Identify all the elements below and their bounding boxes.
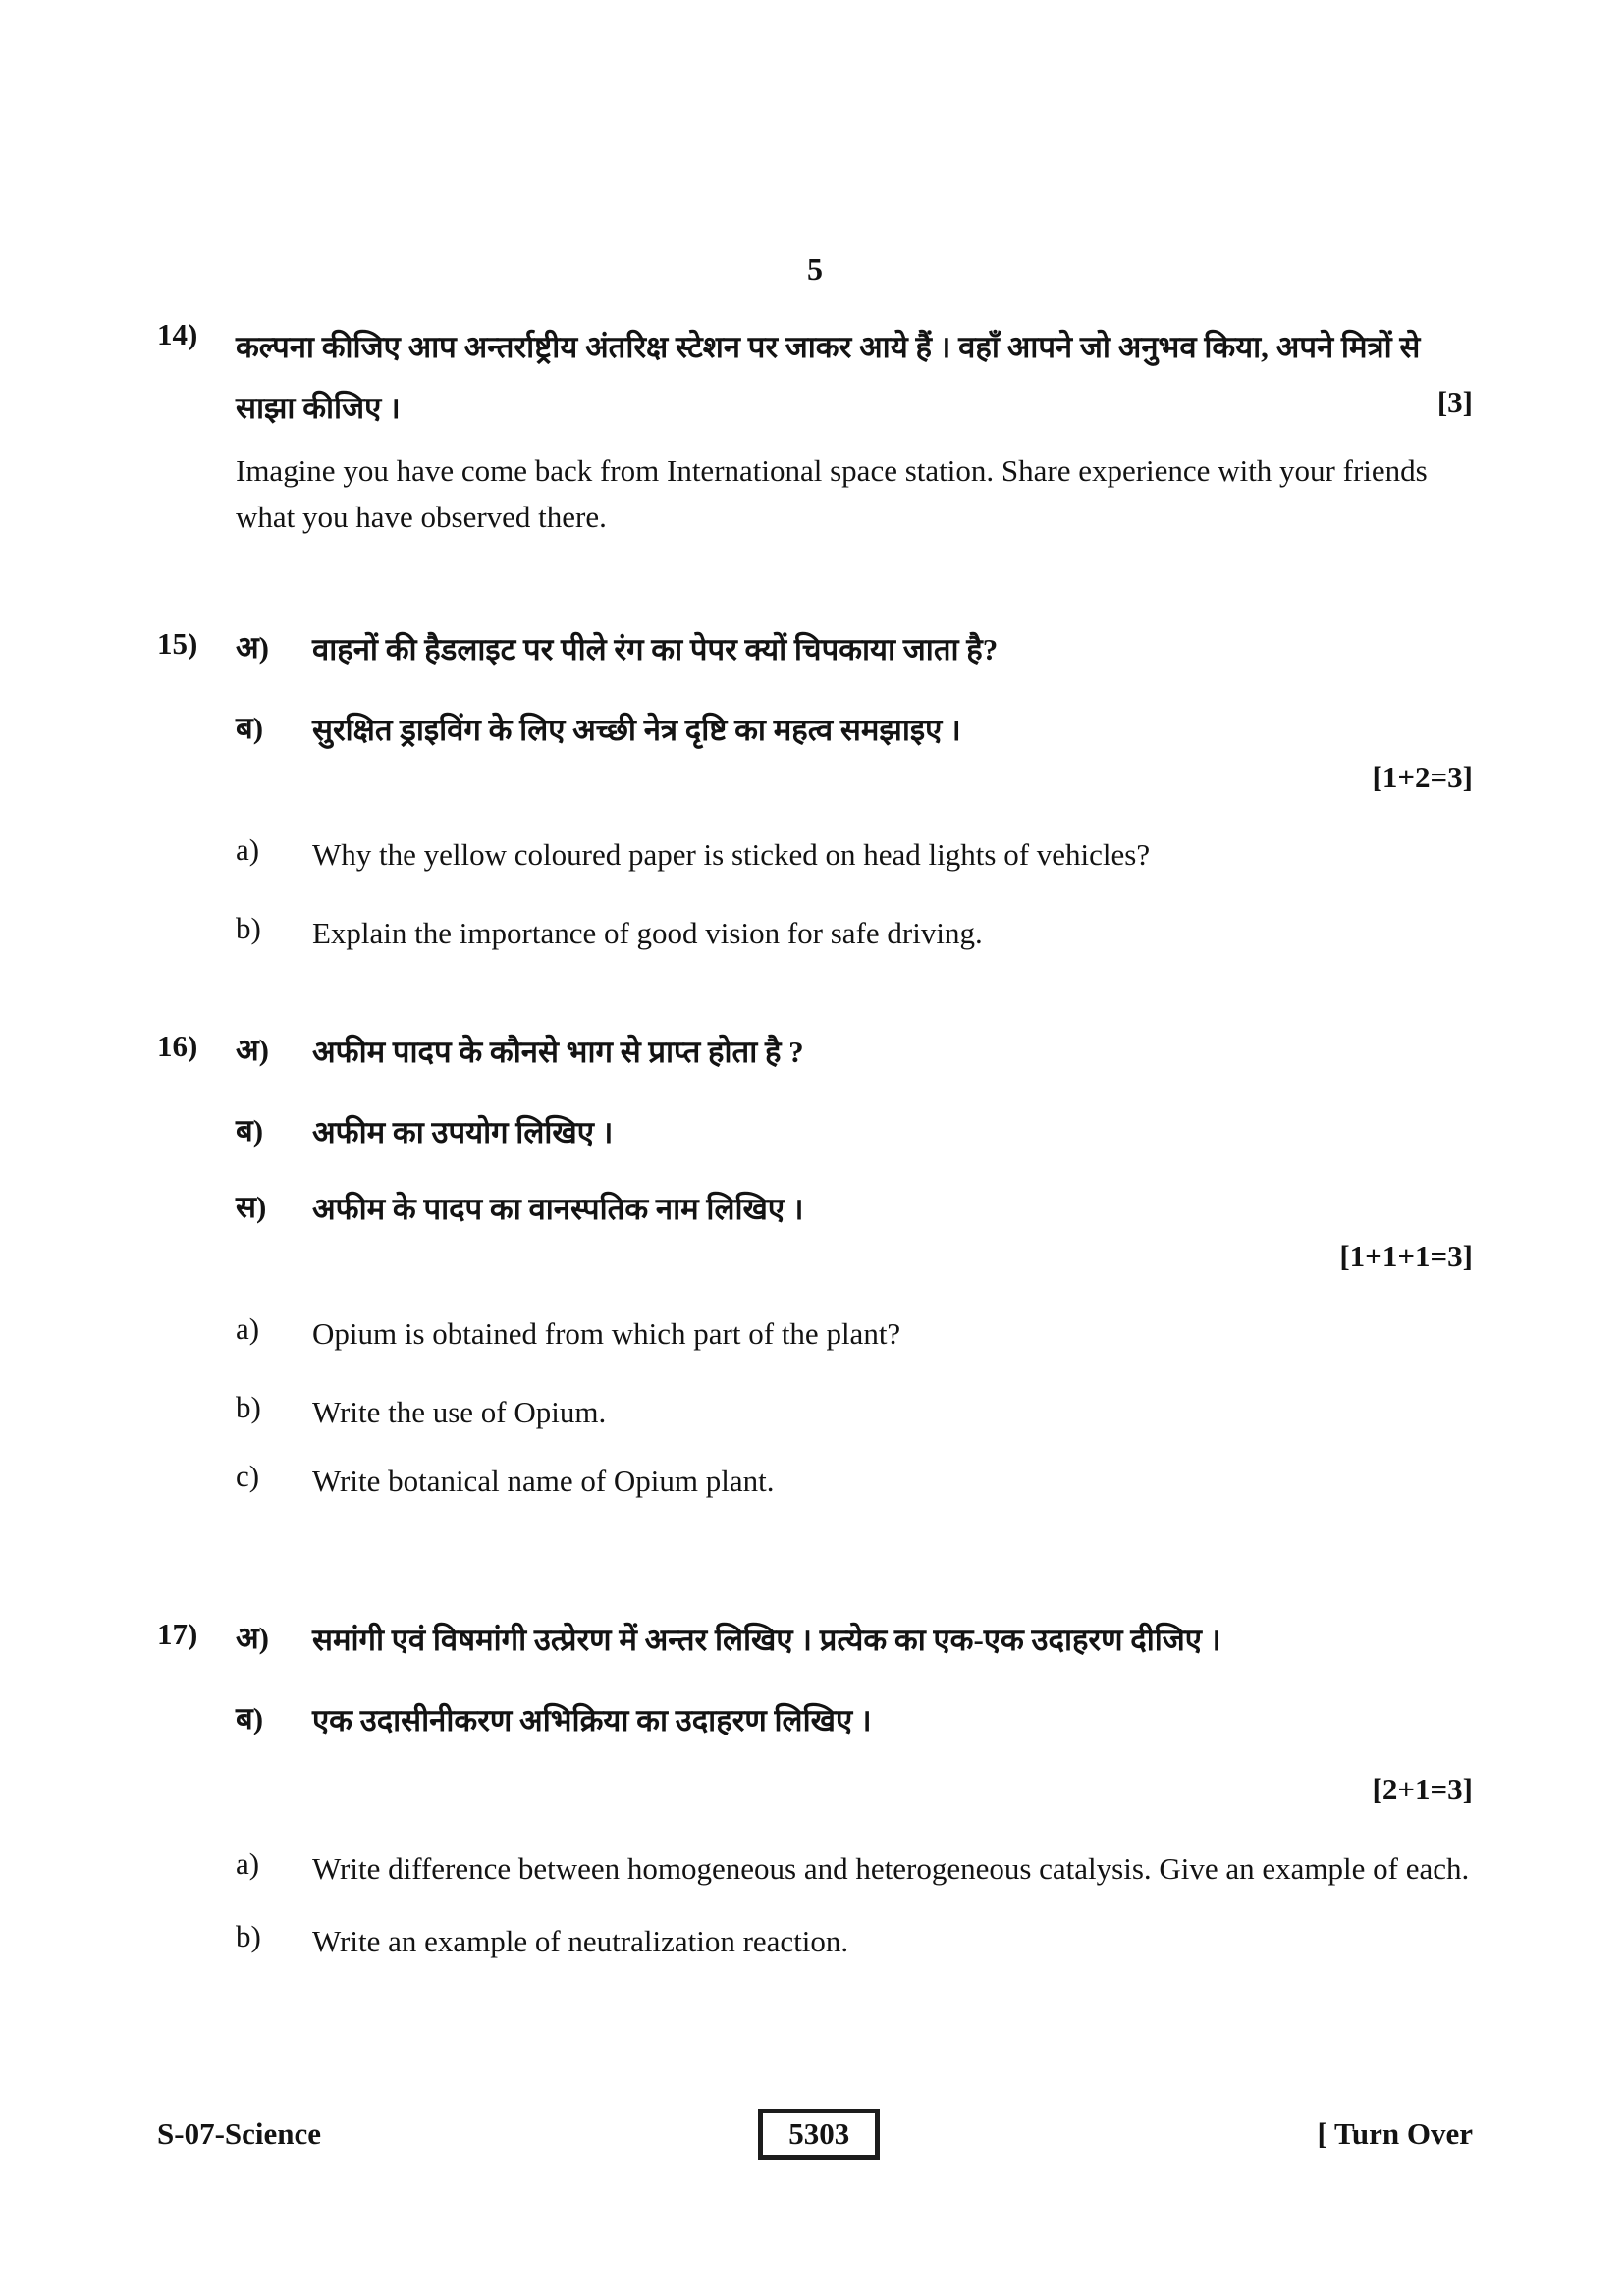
- sub-part-label: स): [236, 1190, 267, 1225]
- question-17-marks: [2+1=3]: [1372, 1771, 1473, 1806]
- sub-part-label: c): [236, 1459, 260, 1494]
- page-footer: [157, 2109, 1473, 2160]
- question-15-part-row: [157, 626, 1473, 673]
- page-content: [157, 0, 1473, 1965]
- paper-code: S-07-Science: [157, 2116, 322, 2151]
- sub-part-label: a): [236, 1311, 260, 1347]
- question-16-part-row: [157, 1186, 1473, 1233]
- question-15-part-row: [157, 707, 1473, 754]
- sub-part-label: b): [236, 1389, 261, 1424]
- question-17-part-row: [157, 1697, 1473, 1744]
- question-16-part-row: [157, 1029, 1473, 1076]
- sub-part-text: Write the use of Opium.: [312, 1394, 607, 1429]
- question-14-hindi: [157, 317, 1473, 439]
- question-17-part-row: [157, 1919, 1473, 1965]
- question-14-number: 14): [157, 317, 198, 351]
- question-16-part-row: [157, 1109, 1473, 1156]
- sub-part-label: a): [236, 1845, 260, 1881]
- sub-part-text: Why the yellow coloured paper is sticked on head lights of vehicles?: [312, 837, 1151, 873]
- question-16-part-row: [157, 1311, 1473, 1358]
- question-14-english: [157, 449, 1473, 540]
- sub-part-label: अ): [236, 1620, 270, 1655]
- sub-part-text: अफीम के पादप का वानस्पतिक नाम लिखिए ।: [312, 1192, 804, 1227]
- sub-part-text: एक उदासीनीकरण अभिक्रिया का उदाहरण लिखिए ।: [312, 1702, 872, 1737]
- sub-part-label: ब): [236, 1700, 264, 1735]
- sub-part-text: Opium is obtained from which part of the plant?: [312, 1316, 901, 1352]
- question-16-part-row: [157, 1390, 1473, 1436]
- question-14-marks: [3]: [1436, 385, 1473, 419]
- question-16-number: 16): [157, 1029, 198, 1064]
- page-number: 5: [807, 251, 823, 287]
- sub-part-text: अफीम पादप के कौनसे भाग से प्राप्त होता है ?: [312, 1035, 804, 1070]
- sub-part-label: b): [236, 1919, 261, 1954]
- question-16-part-row: [157, 1459, 1473, 1505]
- sub-part-label: a): [236, 832, 260, 868]
- sub-part-text: Write an example of neutralization reaction.: [312, 1924, 849, 1959]
- sub-part-text: अफीम का उपयोग लिखिए ।: [312, 1115, 614, 1150]
- sub-part-text: Write botanical name of Opium plant.: [312, 1464, 775, 1499]
- sub-part-text: समांगी एवं विषमांगी उत्प्रेरण में अन्तर लिखिए । प्रत्येक का एक-एक उदाहरण दीजिए ।: [312, 1622, 1221, 1657]
- question-16-marks: [1+1+1=3]: [1339, 1239, 1473, 1274]
- question-17-number: 17): [157, 1616, 198, 1651]
- sub-part-text: वाहनों की हैडलाइट पर पीले रंग का पेपर क्यों चिपकाया जाता है?: [312, 632, 999, 667]
- booklet-number-box: [758, 2109, 880, 2160]
- booklet-number: 5303: [788, 2116, 850, 2151]
- sub-part-label: अ): [236, 630, 270, 665]
- sub-part-text: Explain the importance of good vision for safe driving.: [312, 915, 983, 950]
- sub-part-label: ब): [236, 711, 264, 746]
- question-14-english-text: Imagine you have come back from International space station. Share experience with your friends what you have observed there.: [236, 454, 1428, 534]
- question-17-part-row: [157, 1617, 1473, 1664]
- question-15-number: 15): [157, 626, 198, 661]
- question-15-part-row: [157, 832, 1473, 879]
- turn-over-note: [ Turn Over: [1317, 2116, 1473, 2151]
- sub-part-text: सुरक्षित ड्राइविंग के लिए अच्छी नेत्र दृष्टि का महत्व समझाइए ।: [312, 713, 961, 748]
- question-15-marks: [1+2=3]: [1372, 760, 1473, 795]
- sub-part-label: ब): [236, 1113, 264, 1148]
- question-15-part-row: [157, 911, 1473, 957]
- sub-part-label: b): [236, 910, 261, 945]
- question-14-hindi-text: कल्पना कीजिए आप अन्तर्राष्ट्रीय अंतरिक्ष स्टेशन पर जाकर आये हैं । वहाँ आपने जो अनुभव किया, अपने मित्रों से साझा कीजिए ।: [236, 330, 1421, 425]
- question-14-hindi-text-wrap: [236, 317, 1473, 439]
- sub-part-label: अ): [236, 1033, 270, 1068]
- question-17-part-row: [157, 1846, 1473, 1893]
- sub-part-text: Write difference between homogeneous and heterogeneous catalysis. Give an example of each.: [312, 1850, 1470, 1886]
